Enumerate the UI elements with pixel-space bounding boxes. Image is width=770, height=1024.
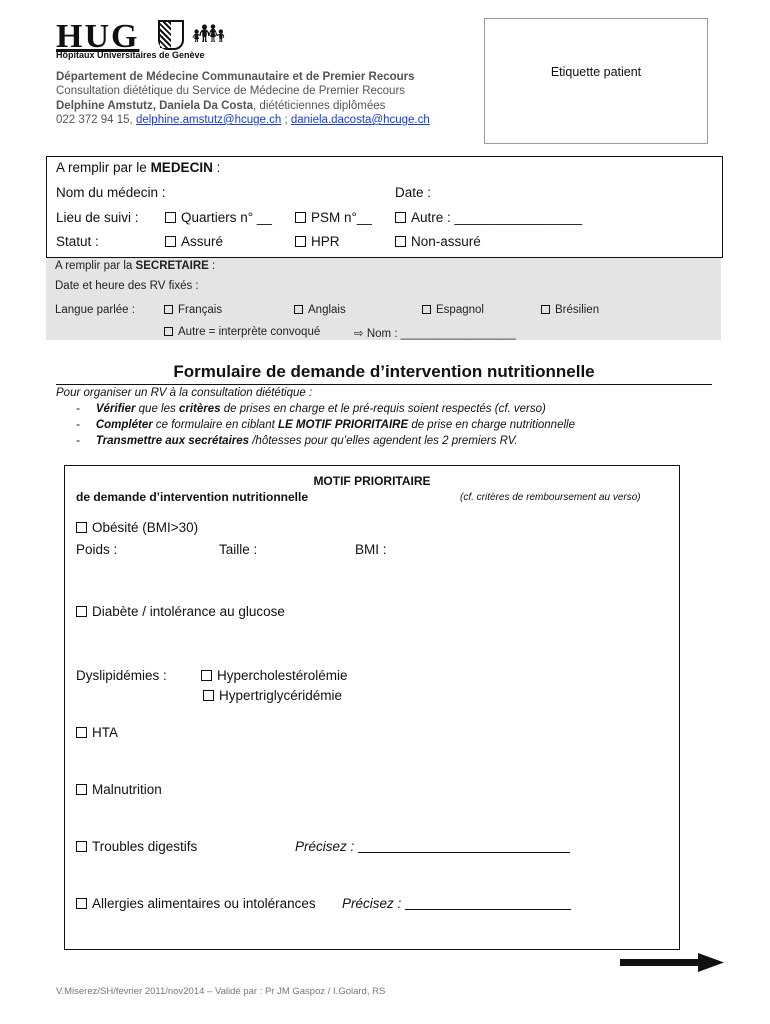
nom-medecin-label: Nom du médecin : [56,185,166,200]
secretaire-heading: A remplir par la SECRETAIRE : [55,260,216,272]
checkbox-icon [76,727,87,738]
motif-title: MOTIF PRIORITAIRE [313,474,431,488]
geneva-shield-icon [158,20,184,50]
checkbox-autre-interprete[interactable]: Autre = interprète convoqué [164,326,320,338]
troubles-precisez-field[interactable] [358,852,570,853]
date-rv-label: Date et heure des RV fixés : [55,280,199,292]
checkbox-bresilien[interactable]: Brésilien [541,304,599,316]
checkbox-hpr[interactable]: HPR [295,234,340,249]
patient-label-box[interactable] [484,18,708,144]
checkbox-assure[interactable]: Assuré [165,234,223,249]
checkbox-icon [165,236,176,247]
checkbox-icon [422,305,431,314]
checkbox-allergies[interactable]: Allergies alimentaires ou intolérances [76,896,316,911]
checkbox-non-assure[interactable]: Non-assuré [395,234,481,249]
motif-section [64,465,680,950]
checkbox-psm[interactable]: PSM n°__ [295,210,372,225]
checkbox-icon [164,327,173,336]
checkbox-francais[interactable]: Français [164,304,222,316]
next-page-arrow-icon [620,953,724,973]
checkbox-icon [76,606,87,617]
service-line: Consultation diététique du Service de Médecine de Premier Recours [56,85,406,97]
poids-label: Poids : [76,542,118,557]
checkbox-icon [76,898,87,909]
checkbox-malnutrition[interactable]: Malnutrition [76,782,162,797]
checkbox-quartiers[interactable]: Quartiers n° __ [165,210,272,225]
checkbox-icon [395,236,406,247]
interprete-nom: ⇨ Nom : __________________ [354,328,516,340]
checkbox-icon [294,305,303,314]
email-link-dacosta[interactable]: daniela.dacosta@hcuge.ch [290,114,430,126]
people-icon: 👪︎ [192,18,226,48]
bmi-label: BMI : [355,542,387,557]
hug-logo-emblem [158,20,225,50]
checkbox-hypercholesterolemie[interactable]: Hypercholestérolémie [201,668,348,683]
checkbox-icon [165,212,176,223]
checkbox-icon [395,212,406,223]
checkbox-icon [295,236,306,247]
checkbox-troubles-digestifs[interactable]: Troubles digestifs [76,839,197,854]
checkbox-espagnol[interactable]: Espagnol [422,304,484,316]
form-title: Formulaire de demande d’intervention nutritionnelle [56,362,712,385]
intro-item-completer: - Compléter ce formulaire en ciblant LE MOTIF PRIORITAIRE de prise en charge nutritionnelle [76,419,575,431]
medecin-heading: A remplir par le MEDECIN : [56,160,221,175]
intro-item-transmettre: - Transmettre aux secrétaires /hôtesses pour qu’elles agendent les 2 premiers RV. [76,435,518,447]
dyslipidemies-label: Dyslipidémies : [76,668,167,683]
checkbox-icon [541,305,550,314]
allergies-precisez: Précisez : [342,896,571,911]
medecin-section [46,156,723,258]
footer-validation: V.Miserez/SH/fevrier 2011/nov2014 – Validé par : Pr JM Gaspoz / I.Golard, RS [56,986,386,997]
checkbox-diabete[interactable]: Diabète / intolérance au glucose [76,604,285,619]
statut-label: Statut : [56,234,99,249]
checkbox-icon [203,690,214,701]
hug-logo: HUG [56,18,140,55]
checkbox-icon [295,212,306,223]
patient-label-text: Etiquette patient [550,65,642,79]
logo-subtitle: Hôpitaux Universitaires de Genève [56,50,205,60]
secretaire-section [46,258,721,340]
department-line: Département de Médecine Communautaire et de Premier Recours [56,71,415,83]
intro-item-verifier: - Vérifier que les critères de prises en charge et le pré-requis soient respectés (cf. verso) [76,403,546,415]
checkbox-icon [164,305,173,314]
lieu-suivi-label: Lieu de suivi : [56,210,139,225]
taille-label: Taille : [219,542,258,557]
dietitians-line: Delphine Amstutz, Daniela Da Costa, diététiciennes diplômées [56,100,386,112]
motif-subtitle: de demande d’intervention nutritionnelle [76,490,309,504]
checkbox-icon [76,784,87,795]
troubles-precisez: Précisez : [295,839,570,854]
checkbox-anglais[interactable]: Anglais [294,304,346,316]
checkbox-hypertriglyceridemie[interactable]: Hypertriglycéridémie [203,688,342,703]
checkbox-icon [76,522,87,533]
arrow-right-icon: ⇨ [354,328,364,340]
motif-note: (cf. critères de remboursement au verso) [460,492,641,503]
allergies-precisez-field[interactable] [405,909,571,910]
checkbox-autre[interactable]: Autre : _________________ [395,210,582,225]
checkbox-icon [201,670,212,681]
contact-line: 022 372 94 15, delphine.amstutz@hcuge.ch ; daniela.dacosta@hcuge.ch [56,114,430,126]
checkbox-obesite[interactable]: Obésité (BMI>30) [76,520,198,535]
date-label: Date : [395,185,432,200]
intro-lead: Pour organiser un RV à la consultation diététique : [56,387,313,399]
checkbox-icon [76,841,87,852]
checkbox-hta[interactable]: HTA [76,725,118,740]
email-link-amstutz[interactable]: delphine.amstutz@hcuge.ch [135,114,282,126]
langue-label: Langue parlée : [55,304,135,316]
